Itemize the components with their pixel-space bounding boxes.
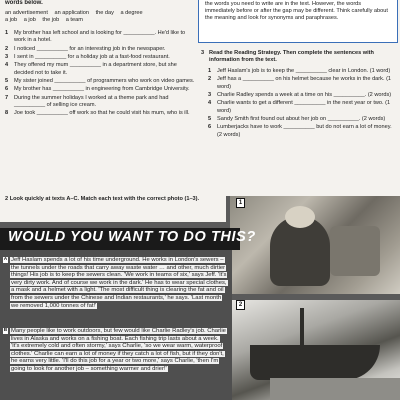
- exercise-3-list: [208, 68, 398, 140]
- item-text: My sister joined __________ of programmers who work on video games.: [14, 77, 195, 84]
- item-number: 6: [5, 86, 9, 93]
- item-number: 1: [208, 68, 212, 74]
- item-number: 6: [208, 124, 212, 131]
- list-item: [208, 124, 398, 138]
- exercise-2-instructions: [0, 196, 226, 222]
- vocab-exercise-list: [5, 30, 195, 119]
- list-item: [208, 76, 398, 90]
- item-number: 3: [208, 91, 212, 98]
- item-text: I sent in __________ for a holiday job at a fast-food restaurant.: [14, 53, 170, 60]
- item-text: My brother has left school and is looking for __________. He'd like to work in a hotel.: [14, 30, 186, 44]
- list-item: [208, 100, 398, 114]
- list-item: [5, 46, 195, 53]
- paragraph-b-text: Many people like to work outdoors, but few would like Charlie Radley's job. Charlie lives in Alaska and works on a fishing boat. Each fishing trip lasts about a week. 'It's extremely cold and often stormy,' says Charlie, 'so we wear warm, waterproof clothes.' Charlie can earn a lot of money if they catch a lot of fish, but if they don't, he earns very little. 'I'll do this job for a year or two more,' says Charlie, 'then I'm going to look for another job – something warmer and drier!': [11, 328, 226, 372]
- word-bank-item: a job: [23, 17, 36, 24]
- list-item: [5, 78, 195, 85]
- photo-sewer-worker: [230, 196, 400, 294]
- exercise-3-instructions: [202, 50, 398, 64]
- article-paragraph-a: [3, 257, 228, 310]
- list-item: [5, 110, 195, 117]
- item-text: Jeff Haslam's job is to keep the __________ clear in London. (1 word): [217, 68, 391, 74]
- word-bank-item: an advertisement: [5, 10, 48, 16]
- list-item: [5, 86, 195, 93]
- item-number: 2: [5, 45, 9, 52]
- word-bank-item: the job: [42, 17, 60, 24]
- reading-strategy-text: the words you need to write are in the text. However, the words immediately before or after the gap may be different. Think carefully about the meaning and look for synonyms and paraphrases.: [205, 1, 388, 22]
- item-number: 8: [5, 110, 9, 117]
- photo-fishing-boat: [230, 300, 400, 400]
- item-text: During the summer holidays I worked at a theme park and had __________ of selling ice cream.: [14, 94, 169, 108]
- item-number: 4: [5, 62, 9, 69]
- item-text: Sandy Smith first found out about her job on __________. (2 words): [217, 115, 386, 122]
- paragraph-tag: A: [3, 257, 8, 262]
- exercise-3-title: Read the Reading Strategy. Then complete the sentences with information from the text.: [209, 50, 374, 64]
- word-bank-item: a job: [5, 17, 18, 24]
- list-item: [5, 30, 195, 44]
- article-paragraph-b: [3, 328, 228, 374]
- item-text: Jeff has a __________ on his helmet because he works in the dark. (1 word): [217, 76, 392, 90]
- item-number: 4: [208, 100, 212, 107]
- list-item: [208, 92, 398, 99]
- exercise-2-text: Look quickly at texts A–C. Match each text with the correct photo (1–3).: [9, 196, 200, 202]
- word-bank: [5, 10, 195, 24]
- item-text: Charlie wants to get a different __________ in the next year or two. (1 word): [217, 100, 391, 114]
- exercise-number: 3: [201, 50, 205, 56]
- article-title: WOULD YOU WANT TO DO THIS?: [8, 229, 256, 245]
- list-item: [5, 95, 195, 109]
- exercise-number: 2: [5, 196, 9, 202]
- item-text: My brother has __________ in engineering from Cambridge University.: [14, 86, 190, 93]
- item-number: 5: [5, 77, 9, 84]
- item-number: 2: [208, 76, 212, 83]
- item-text: Lumberjacks have to work __________ but do not earn a lot of money. (2 words): [217, 124, 392, 138]
- word-bank-item: a team: [65, 17, 83, 24]
- vocab-heading: words below.: [5, 0, 43, 6]
- list-item: [5, 62, 195, 76]
- paragraph-a-text: Jeff Haslam spends a lot of his time underground. He works in London's sewers – the tunnels under the roads that carry away waste water … and other, much dirtier things! His job is to keep the sewers clean. 'We work in teams of six,' says Jeff. 'It's very dirty work. And of course we work in the dark.' He has to wear special clothes, a mask and a helmet with a light. 'The most difficult thing is clearing the fat and oil from the sewers under the Chinese and Indian restaurants,' he says. 'Last month we removed 1,000 tonnes of fat!': [11, 257, 227, 309]
- item-number: 3: [5, 53, 9, 60]
- paragraph-tag: B: [3, 328, 8, 333]
- list-item: [208, 68, 398, 75]
- item-text: I noticed __________ for an interesting job in the newspaper.: [14, 45, 166, 52]
- item-number: 5: [208, 115, 212, 122]
- word-bank-item: a degree: [120, 10, 143, 16]
- item-number: 7: [5, 94, 9, 101]
- list-item: [208, 116, 398, 123]
- item-number: 1: [5, 30, 9, 36]
- item-text: Charlie Radley spends a week at a time on his __________. (2 words): [217, 91, 392, 98]
- reading-strategy-box: [198, 0, 398, 43]
- photo-2-number: 2: [236, 300, 245, 310]
- item-text: Joe took __________ off work so that he could visit his mum, who is ill.: [14, 110, 190, 117]
- word-bank-item: the day: [95, 10, 114, 16]
- photo-1-number: 1: [236, 198, 245, 208]
- word-bank-item: an application: [54, 10, 90, 16]
- item-text: They offered my mum __________ in a department store, but she decided not to take it.: [14, 62, 177, 76]
- list-item: [5, 54, 195, 61]
